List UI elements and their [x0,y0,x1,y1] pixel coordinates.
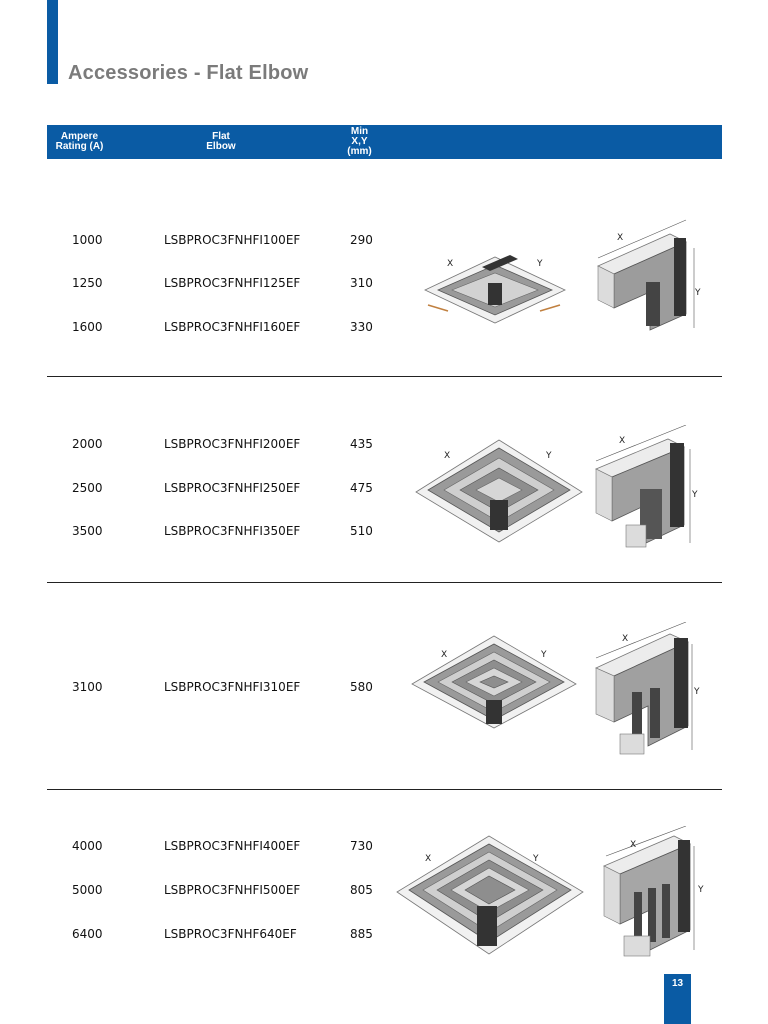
ampere-cell: 1250 [72,276,103,290]
header-flat-elbow: Flat Elbow [206,131,236,152]
product-code-cell: LSBPROC3FNHFI200EF [164,437,301,451]
min-xy-cell: 730 [350,839,373,853]
min-xy-cell: 310 [350,276,373,290]
dimension-x-label: X [630,840,637,850]
ampere-cell: 6400 [72,927,103,941]
flat-elbow-top-view-figure [410,632,578,732]
min-xy-cell: 330 [350,320,373,334]
dimension-y-label: Y [694,687,700,697]
dimension-x-label: X [622,634,629,644]
min-xy-cell: 510 [350,524,373,538]
ampere-cell: 3100 [72,680,103,694]
ampere-cell: 1600 [72,320,103,334]
flat-elbow-side-view-figure [590,425,705,555]
min-xy-cell: 475 [350,481,373,495]
group-divider [47,376,722,377]
dimension-y-label: Y [692,490,698,500]
dimension-x-label: X [441,650,448,660]
flat-elbow-top-view-figure [414,434,584,544]
dimension-y-label: Y [546,451,552,461]
product-code-cell: LSBPROC3FNHFI310EF [164,680,301,694]
header-ampere-rating: Ampere Rating (A) [55,131,104,152]
page-title: Accessories - Flat Elbow [68,62,309,84]
dimension-x-label: X [447,259,454,269]
page-number: 13 [671,978,684,989]
ampere-cell: 1000 [72,233,103,247]
min-xy-cell: 290 [350,233,373,247]
flat-elbow-top-view-figure [420,245,570,325]
product-code-cell: LSBPROC3FNHFI160EF [164,320,301,334]
group-divider [47,582,722,583]
flat-elbow-side-view-figure [600,826,712,960]
min-xy-cell: 435 [350,437,373,451]
dimension-y-label: Y [537,259,543,269]
min-xy-cell: 885 [350,927,373,941]
group-divider [47,789,722,790]
flat-elbow-top-view-figure [395,832,585,962]
page-number-tab [664,974,691,1024]
dimension-y-label: Y [698,885,704,895]
dimension-y-label: Y [695,288,701,298]
dimension-x-label: X [617,233,624,243]
product-code-cell: LSBPROC3FNHFI400EF [164,839,301,853]
header-min-xy: Min X,Y (mm) [347,126,372,157]
side-accent-bar [47,0,58,84]
min-xy-cell: 805 [350,883,373,897]
dimension-y-label: Y [533,854,539,864]
dimension-x-label: X [425,854,432,864]
ampere-cell: 5000 [72,883,103,897]
product-code-cell: LSBPROC3FNHFI250EF [164,481,301,495]
ampere-cell: 4000 [72,839,103,853]
product-code-cell: LSBPROC3FNHFI350EF [164,524,301,538]
flat-elbow-side-view-figure [590,218,705,340]
dimension-x-label: X [444,451,451,461]
flat-elbow-side-view-figure [590,622,705,760]
ampere-cell: 2000 [72,437,103,451]
product-code-cell: LSBPROC3FNHFI125EF [164,276,301,290]
min-xy-cell: 580 [350,680,373,694]
table-header [47,125,722,159]
dimension-x-label: X [619,436,626,446]
product-code-cell: LSBPROC3FNHFI500EF [164,883,301,897]
dimension-y-label: Y [541,650,547,660]
product-code-cell: LSBPROC3FNHF640EF [164,927,297,941]
ampere-cell: 3500 [72,524,103,538]
product-code-cell: LSBPROC3FNHFI100EF [164,233,301,247]
ampere-cell: 2500 [72,481,103,495]
